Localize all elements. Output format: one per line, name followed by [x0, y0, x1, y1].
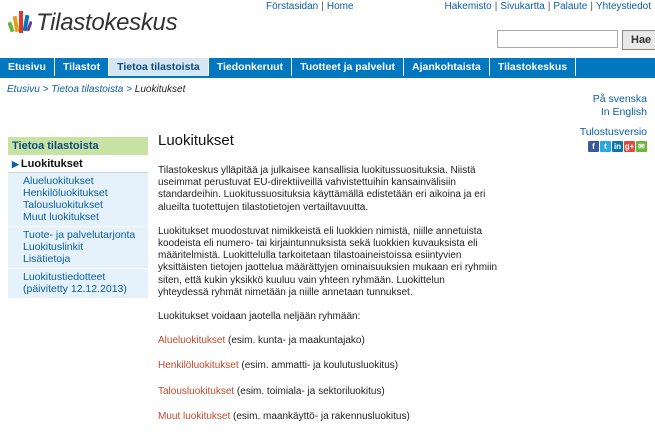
nav-tilastot[interactable]: Tilastot: [55, 58, 109, 76]
nav-tilastokeskus[interactable]: Tilastokeskus: [490, 58, 576, 76]
category-link-henkiloluokitukset[interactable]: Henkilöluokitukset: [158, 360, 239, 372]
top-link-sivukartta[interactable]: Sivukartta: [500, 1, 545, 12]
category-link-muut-luokitukset[interactable]: Muut luokitukset: [158, 410, 231, 422]
category-desc: (esim. kunta- ja maakuntajako): [225, 335, 365, 347]
top-links-mid: Förstasidan | Home: [266, 1, 354, 12]
logo-icon: [8, 8, 32, 38]
sidebar-group-services: [8, 227, 148, 269]
logo[interactable]: [8, 8, 177, 38]
email-icon[interactable]: ✉: [636, 141, 647, 152]
search-box: [497, 30, 655, 50]
sidebar-group-classifications: [8, 173, 148, 227]
category-desc: (esim. maankäyttö- ja rakennusluokitus): [230, 410, 410, 422]
sidebar-item-luokitustiedotteet[interactable]: Luokitustiedotteet: [23, 271, 106, 283]
nav-ajankohtaista[interactable]: Ajankohtaista: [404, 58, 490, 76]
twitter-icon[interactable]: t: [600, 141, 611, 152]
category-item: [158, 386, 498, 398]
facebook-icon[interactable]: f: [588, 141, 599, 152]
category-desc: (esim. toimiala- ja sektoriluokitus): [234, 385, 385, 397]
breadcrumb-etusivu[interactable]: Etusivu: [7, 84, 40, 95]
nav-etusivu[interactable]: Etusivu: [0, 58, 55, 76]
definition-paragraph: Luokitukset muodostuvat nimikkeistä eli luokkien nimistä, niille annetuista koodeista eli numero- tai kirjaintunnuksista sekä luokkien kuvauksista eli määritelmistä. Luokittelulla tarkoitetaan tilastoaineistoissa esiintyvien yksittäisten tietojen jaottelua määrättyjen ominaisuuksien mukaan eri ryhmiin siten, että kukin yksikkö kuuluu vain yhteen ryhmään. Luokittelun yhteydessä ryhmät nimetään ja niille annetaan tunnukset.: [158, 225, 498, 298]
sidebar-item-alueluokitukset[interactable]: Alueluokitukset: [23, 175, 94, 187]
breadcrumb-separator: >: [42, 84, 49, 95]
language-links: [593, 93, 647, 119]
nav-tuotteet-ja-palvelut[interactable]: Tuotteet ja palvelut: [292, 58, 404, 76]
top-link-forstasidan[interactable]: Förstasidan: [266, 1, 319, 12]
sidebar-item-luokituslinkit[interactable]: Luokituslinkit: [23, 241, 84, 253]
print-version-link[interactable]: Tulostusversio: [579, 126, 647, 138]
social-share: [588, 141, 647, 152]
breadcrumb-current: Luokitukset: [134, 84, 186, 95]
sidebar-item-talousluokitukset[interactable]: Talousluokitukset: [23, 199, 103, 211]
category-item: [158, 360, 498, 372]
page-title: Luokitukset: [158, 132, 234, 149]
groups-intro: Luokitukset voidaan jaotella neljään ryhmään:: [158, 311, 361, 323]
top-link-home[interactable]: Home: [326, 1, 354, 12]
sidebar-item-lisatietoja[interactable]: Lisätietoja: [23, 253, 71, 265]
sidebar-active-label: Luokitukset: [20, 158, 83, 170]
category-item: [158, 411, 498, 423]
category-link-talousluokitukset[interactable]: Talousluokitukset: [158, 385, 235, 397]
top-link-hakemisto[interactable]: Hakemisto: [444, 1, 492, 12]
sidebar: [8, 137, 148, 299]
google-plus-icon[interactable]: g+: [624, 142, 635, 151]
category-link-alueluokitukset[interactable]: Alueluokitukset: [158, 335, 226, 347]
sidebar-group-releases: [8, 269, 148, 299]
breadcrumb-tietoa-tilastoista[interactable]: Tietoa tilastoista: [51, 84, 124, 95]
search-button[interactable]: Hae: [622, 30, 655, 50]
top-link-yhteystiedot[interactable]: Yhteystiedot: [595, 1, 651, 12]
main-nav: [0, 58, 655, 78]
linkedin-icon[interactable]: in: [613, 142, 622, 151]
category-desc: (esim. ammatti- ja koulutusluokitus): [238, 360, 399, 372]
top-links-right: Hakemisto | Sivukartta | Palaute | Yhteystiedot: [444, 1, 651, 12]
logo-text: Tilastokeskus: [36, 9, 178, 36]
intro-paragraph: Tilastokeskus ylläpitää ja julkaisee kansallisia luokitussuosituksia. Niistä useimmat perustuvat EU-direktiiveillä vahvistettuihin kansainvälisiin standardeihin. Luokitussuosituksia käyttämällä edistetään eri aikoina ja eri alueilta tuotettujen tilastotietojen vertailtavuutta.: [158, 165, 486, 213]
sidebar-item-updated-date[interactable]: (päivitetty 12.12.2013): [23, 283, 127, 295]
triangle-right-icon: ▶: [12, 159, 19, 169]
main-content: [158, 132, 498, 436]
sidebar-item-muut-luokitukset[interactable]: Muut luokitukset: [23, 211, 99, 223]
nav-tietoa-tilastoista[interactable]: Tietoa tilastoista: [109, 58, 209, 76]
nav-tiedonkeruut[interactable]: Tiedonkeruut: [209, 58, 292, 76]
category-item: [158, 335, 498, 347]
sidebar-item-tuote-ja-palvelutarjonta[interactable]: Tuote- ja palvelutarjonta: [23, 229, 136, 241]
sidebar-item-henkiloluokitukset[interactable]: Henkilöluokitukset: [23, 187, 108, 199]
lang-swedish[interactable]: På svenska: [592, 93, 647, 105]
search-input[interactable]: [497, 30, 618, 48]
header: [0, 0, 655, 56]
breadcrumb: [7, 84, 185, 95]
breadcrumb-separator: >: [126, 84, 132, 95]
sidebar-heading[interactable]: Tietoa tilastoista: [8, 137, 148, 155]
sidebar-item-luokitukset[interactable]: [8, 155, 148, 173]
lang-english[interactable]: In English: [600, 106, 647, 118]
top-link-palaute[interactable]: Palaute: [553, 1, 588, 12]
